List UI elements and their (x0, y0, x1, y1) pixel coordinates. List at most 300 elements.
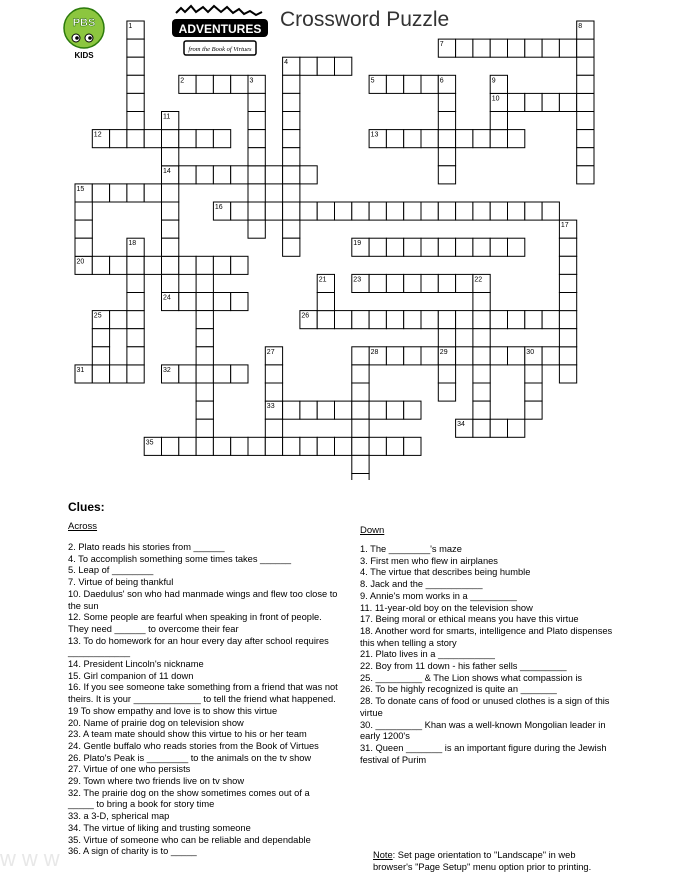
grid-cell[interactable] (196, 256, 213, 274)
grid-cell[interactable] (110, 184, 127, 202)
grid-cell[interactable] (559, 274, 576, 292)
grid-cell[interactable] (438, 274, 455, 292)
grid-cell[interactable] (283, 130, 300, 148)
grid-cell[interactable] (179, 437, 196, 455)
grid-cell[interactable] (577, 39, 594, 57)
down-clue: 1. The ________'s maze (360, 544, 462, 554)
grid-cell[interactable] (559, 311, 576, 329)
grid-cell[interactable] (127, 256, 144, 274)
cell-number: 9 (491, 77, 496, 85)
note-label: Note (373, 850, 393, 860)
grid-cell[interactable] (490, 130, 507, 148)
grid-cell[interactable] (196, 329, 213, 347)
down-heading: Down (360, 525, 385, 536)
grid-cell[interactable] (352, 365, 369, 383)
grid-cell[interactable] (127, 347, 144, 365)
grid-cell[interactable] (248, 112, 265, 130)
cell-number: 10 (491, 95, 500, 103)
grid-cell[interactable] (265, 383, 282, 401)
grid-cell[interactable] (162, 437, 179, 455)
grid-cell[interactable] (231, 437, 248, 455)
grid-cell[interactable] (317, 401, 334, 419)
grid-cell[interactable] (300, 166, 317, 184)
grid-cell[interactable] (473, 347, 490, 365)
grid-cell[interactable] (490, 238, 507, 256)
grid-cell[interactable] (110, 311, 127, 329)
grid-cell[interactable] (386, 274, 403, 292)
grid-cell[interactable] (144, 130, 161, 148)
grid-cell[interactable] (335, 57, 352, 75)
grid-cell[interactable] (162, 256, 179, 274)
cell-number: 15 (76, 185, 85, 193)
grid-cell[interactable] (508, 93, 525, 111)
grid-cell[interactable] (577, 130, 594, 148)
grid-cell[interactable] (577, 75, 594, 93)
grid-cell[interactable] (473, 383, 490, 401)
grid-cell[interactable] (404, 75, 421, 93)
cell-number: 28 (370, 348, 379, 356)
grid-cell[interactable] (127, 112, 144, 130)
grid-cell[interactable] (456, 311, 473, 329)
grid-cell[interactable] (196, 75, 213, 93)
grid-cell[interactable] (456, 274, 473, 292)
across-clue: 15. Girl companion of 11 down (68, 670, 194, 681)
grid-cell[interactable] (300, 202, 317, 220)
grid-cell[interactable] (300, 401, 317, 419)
grid-cell[interactable] (542, 311, 559, 329)
grid-cell[interactable] (490, 112, 507, 130)
grid-cell[interactable] (196, 419, 213, 437)
grid-cell[interactable] (127, 57, 144, 75)
grid-cell[interactable] (525, 93, 542, 111)
grid-cell[interactable] (421, 130, 438, 148)
pbs-logo-text: PBS (72, 17, 96, 29)
grid-cell[interactable] (75, 202, 92, 220)
grid-cell[interactable] (300, 57, 317, 75)
grid-cell[interactable] (231, 166, 248, 184)
across-clue: 19 To show empathy and love is to show this virtue (68, 705, 278, 716)
grid-cell[interactable] (248, 166, 265, 184)
across-clue: 36. A sign of charity is to _____ (68, 846, 197, 857)
grid-cell[interactable] (213, 75, 230, 93)
grid-cell[interactable] (213, 293, 230, 311)
grid-cell[interactable] (179, 365, 196, 383)
adventures-logo (170, 3, 270, 63)
cell-number: 33 (266, 403, 275, 411)
across-clue: 4. To accomplish something some times takes ______ (68, 553, 292, 564)
grid-cell[interactable] (335, 401, 352, 419)
grid-cell[interactable] (352, 419, 369, 437)
grid-cell[interactable] (369, 238, 386, 256)
grid-cell[interactable] (386, 437, 403, 455)
grid-cell[interactable] (473, 329, 490, 347)
grid-cell[interactable] (386, 202, 403, 220)
grid-cell[interactable] (248, 202, 265, 220)
grid-cell[interactable] (438, 148, 455, 166)
watermark: www (0, 846, 66, 871)
grid-cell[interactable] (75, 220, 92, 238)
grid-cell[interactable] (283, 220, 300, 238)
grid-cell[interactable] (248, 437, 265, 455)
grid-cell[interactable] (162, 202, 179, 220)
grid-cell[interactable] (352, 401, 369, 419)
grid-cell[interactable] (404, 437, 421, 455)
grid-cell[interactable] (404, 347, 421, 365)
across-clue: 33. a 3-D, spherical map (68, 811, 170, 822)
grid-cell[interactable] (179, 256, 196, 274)
grid-cell[interactable] (283, 93, 300, 111)
cell-number: 1 (128, 23, 133, 30)
grid-cell[interactable] (300, 437, 317, 455)
grid-cell[interactable] (559, 293, 576, 311)
grid-cell[interactable] (421, 75, 438, 93)
grid-cell[interactable] (283, 166, 300, 184)
grid-cell[interactable] (352, 474, 369, 481)
grid-cell[interactable] (559, 347, 576, 365)
grid-cell[interactable] (283, 184, 300, 202)
cell-number: 18 (128, 240, 137, 248)
grid-cell[interactable] (438, 383, 455, 401)
grid-cell[interactable] (404, 202, 421, 220)
cell-number: 2 (180, 77, 185, 85)
grid-cell[interactable] (196, 365, 213, 383)
grid-cell[interactable] (438, 238, 455, 256)
grid-cell[interactable] (265, 166, 282, 184)
grid-cell[interactable] (352, 455, 369, 473)
down-clue: 3. First men who flew in airplanes (360, 555, 498, 566)
grid-cell[interactable] (92, 256, 109, 274)
grid-cell[interactable] (386, 347, 403, 365)
down-clue: 9. Annie's mom works in a _________ (360, 590, 517, 601)
grid-cell[interactable] (196, 274, 213, 292)
grid-cell[interactable] (265, 419, 282, 437)
grid-cell[interactable] (352, 437, 369, 455)
across-clue: 20. Name of prairie dog on television show (68, 717, 244, 728)
grid-cell[interactable] (404, 130, 421, 148)
grid-cell[interactable] (196, 166, 213, 184)
grid-cell[interactable] (162, 274, 179, 292)
grid-cell[interactable] (127, 93, 144, 111)
grid-cell[interactable] (127, 75, 144, 93)
grid-cell[interactable] (144, 184, 161, 202)
grid-cell[interactable] (248, 220, 265, 238)
grid-cell[interactable] (386, 75, 403, 93)
grid-cell[interactable] (196, 311, 213, 329)
grid-cell[interactable] (525, 39, 542, 57)
grid-cell[interactable] (127, 365, 144, 383)
grid-cell[interactable] (542, 39, 559, 57)
grid-cell[interactable] (577, 57, 594, 75)
grid-cell[interactable] (369, 437, 386, 455)
grid-cell[interactable] (525, 365, 542, 383)
grid-cell[interactable] (490, 39, 507, 57)
book-of-virtues-logo-text: from the Book of Virtues (188, 46, 252, 53)
cell-number: 29 (439, 348, 448, 356)
grid-cell[interactable] (283, 401, 300, 419)
down-clue: 25. _________ & The Lion shows what compassion is (360, 672, 583, 683)
across-clue: 16. If you see someone take something from a friend that was not theirs. It is your _____________ to tell the friend what happened. (68, 682, 338, 705)
cell-number: 7 (439, 41, 444, 49)
cell-number: 32 (163, 366, 171, 374)
down-clue: 30. _________ Khan was a well-known Mongolian leader in early 1200's (360, 719, 606, 742)
across-clue: 24. Gentle buffalo who reads stories from the Book of Virtues (68, 740, 319, 751)
grid-cell[interactable] (162, 238, 179, 256)
grid-cell[interactable] (352, 383, 369, 401)
grid-cell[interactable] (490, 311, 507, 329)
grid-cell[interactable] (473, 419, 490, 437)
grid-cell[interactable] (213, 130, 230, 148)
cell-number: 25 (93, 312, 102, 320)
grid-cell[interactable] (248, 148, 265, 166)
grid-cell[interactable] (404, 401, 421, 419)
grid-cell[interactable] (231, 365, 248, 383)
grid-cell[interactable] (196, 130, 213, 148)
grid-cell[interactable] (438, 311, 455, 329)
grid-cell[interactable] (473, 238, 490, 256)
grid-cell[interactable] (421, 347, 438, 365)
grid-cell[interactable] (127, 184, 144, 202)
grid-cell[interactable] (179, 293, 196, 311)
grid-cell[interactable] (386, 401, 403, 419)
grid-cell[interactable] (213, 256, 230, 274)
grid-cell[interactable] (317, 311, 334, 329)
grid-cell[interactable] (162, 220, 179, 238)
cell-number: 35 (145, 439, 154, 447)
grid-cell[interactable] (386, 311, 403, 329)
grid-cell[interactable] (127, 39, 144, 57)
grid-cell[interactable] (508, 238, 525, 256)
grid-cell[interactable] (92, 184, 109, 202)
down-clue: 21. Plato lives in a ___________ (360, 649, 495, 660)
grid-cell[interactable] (162, 130, 179, 148)
grid-cell[interactable] (369, 274, 386, 292)
grid-cell[interactable] (144, 256, 161, 274)
grid-cell[interactable] (404, 274, 421, 292)
grid-cell[interactable] (473, 401, 490, 419)
grid-cell[interactable] (559, 256, 576, 274)
grid-cell[interactable] (508, 311, 525, 329)
grid-cell[interactable] (283, 112, 300, 130)
print-note (373, 850, 603, 873)
grid-cell[interactable] (438, 329, 455, 347)
grid-cell[interactable] (162, 148, 179, 166)
grid-cell[interactable] (213, 365, 230, 383)
grid-cell[interactable] (213, 437, 230, 455)
grid-cell[interactable] (421, 311, 438, 329)
grid-cell[interactable] (577, 148, 594, 166)
grid-cell[interactable] (213, 166, 230, 184)
grid-cell[interactable] (508, 202, 525, 220)
grid-cell[interactable] (542, 347, 559, 365)
grid-cell[interactable] (525, 202, 542, 220)
grid-cell[interactable] (317, 293, 334, 311)
grid-cell[interactable] (456, 130, 473, 148)
grid-cell[interactable] (577, 93, 594, 111)
grid-cell[interactable] (317, 202, 334, 220)
grid-cell[interactable] (369, 401, 386, 419)
grid-cell[interactable] (456, 238, 473, 256)
grid-cell[interactable] (127, 293, 144, 311)
cell-number: 30 (526, 348, 535, 356)
grid-cell[interactable] (283, 75, 300, 93)
cell-number: 12 (93, 131, 102, 139)
grid-cell[interactable] (196, 401, 213, 419)
grid-cell[interactable] (352, 202, 369, 220)
cell-number: 6 (439, 77, 444, 85)
grid-cell[interactable] (525, 311, 542, 329)
grid-cell[interactable] (577, 166, 594, 184)
cell-number: 4 (284, 59, 289, 67)
down-clue: 17. Being moral or ethical means you have this virtue (360, 614, 579, 625)
grid-cell[interactable] (110, 365, 127, 383)
grid-cell[interactable] (508, 347, 525, 365)
grid-cell[interactable] (265, 437, 282, 455)
grid-cell[interactable] (508, 130, 525, 148)
grid-cell[interactable] (508, 39, 525, 57)
grid-cell[interactable] (386, 130, 403, 148)
grid-cell[interactable] (335, 311, 352, 329)
grid-cell[interactable] (127, 130, 144, 148)
grid-cell[interactable] (110, 256, 127, 274)
grid-cell[interactable] (92, 365, 109, 383)
across-clue-list (68, 542, 338, 858)
grid-cell[interactable] (248, 184, 265, 202)
grid-cell[interactable] (265, 365, 282, 383)
grid-cell[interactable] (559, 93, 576, 111)
cell-number: 16 (214, 204, 223, 211)
grid-cell[interactable] (283, 238, 300, 256)
grid-cell[interactable] (196, 383, 213, 401)
grid-cell[interactable] (559, 39, 576, 57)
grid-cell[interactable] (231, 293, 248, 311)
grid-cell[interactable] (438, 166, 455, 184)
grid-cell[interactable] (438, 202, 455, 220)
grid-cell[interactable] (283, 437, 300, 455)
grid-cell[interactable] (283, 202, 300, 220)
grid-cell[interactable] (473, 365, 490, 383)
grid-cell[interactable] (490, 419, 507, 437)
grid-cell[interactable] (317, 57, 334, 75)
note-text: : Set page orientation to "Landscape" in web browser's "Page Setup" menu option prior to printing. (373, 850, 592, 872)
grid-cell[interactable] (127, 274, 144, 292)
grid-cell[interactable] (438, 130, 455, 148)
grid-cell[interactable] (283, 148, 300, 166)
cell-number: 21 (318, 276, 327, 284)
grid-cell[interactable] (490, 347, 507, 365)
down-clue-list (360, 544, 615, 766)
grid-cell[interactable] (335, 437, 352, 455)
across-clue: 27. Virtue of one who persists (68, 764, 191, 775)
across-clue: 23. A team mate should show this virtue to his or her team (68, 729, 307, 740)
across-clue: 35. Virtue of someone who can be reliable and dependable (68, 834, 311, 845)
grid-cell[interactable] (369, 311, 386, 329)
grid-cell[interactable] (231, 75, 248, 93)
down-clue: 22. Boy from 11 down - his father sells _________ (360, 661, 567, 672)
across-clue: 13. To do homework for an hour every day after school requires ____________ (68, 635, 329, 658)
grid-cell[interactable] (438, 93, 455, 111)
grid-cell[interactable] (231, 256, 248, 274)
across-clue: 7. Virtue of being thankful (68, 577, 174, 588)
grid-cell[interactable] (179, 130, 196, 148)
cell-number: 3 (249, 77, 254, 85)
grid-cell[interactable] (438, 112, 455, 130)
cell-number: 34 (457, 421, 465, 429)
grid-cell[interactable] (473, 202, 490, 220)
grid-cell[interactable] (127, 329, 144, 347)
cell-number: 8 (578, 23, 583, 30)
grid-cell[interactable] (421, 238, 438, 256)
grid-cell[interactable] (577, 112, 594, 130)
grid-cell[interactable] (473, 293, 490, 311)
grid-cell[interactable] (542, 93, 559, 111)
grid-cell[interactable] (248, 130, 265, 148)
grid-cell[interactable] (162, 184, 179, 202)
grid-cell[interactable] (110, 130, 127, 148)
grid-cell[interactable] (386, 238, 403, 256)
grid-cell[interactable] (456, 39, 473, 57)
cell-number: 26 (301, 312, 310, 320)
grid-cell[interactable] (231, 202, 248, 220)
grid-cell[interactable] (438, 365, 455, 383)
grid-cell[interactable] (559, 365, 576, 383)
cell-number: 14 (163, 167, 171, 175)
grid-cell[interactable] (196, 347, 213, 365)
grid-cell[interactable] (352, 311, 369, 329)
grid-cell[interactable] (456, 347, 473, 365)
grid-cell[interactable] (317, 437, 334, 455)
cell-number: 13 (370, 131, 379, 139)
grid-cell[interactable] (196, 293, 213, 311)
grid-cell[interactable] (404, 238, 421, 256)
grid-cell[interactable] (369, 202, 386, 220)
down-clue: 31. Queen _______ is an important figure during the Jewish festival of Purim (360, 742, 607, 765)
grid-cell[interactable] (352, 347, 369, 365)
clues-heading: Clues: (68, 500, 105, 514)
cell-number: 17 (560, 222, 569, 230)
grid-cell[interactable] (525, 401, 542, 419)
across-clue: 14. President Lincoln's nickname (68, 659, 204, 670)
grid-cell[interactable] (179, 166, 196, 184)
grid-cell[interactable] (559, 238, 576, 256)
down-clue: 28. To donate cans of food or unused clothes is a sign of this virtue (360, 696, 610, 718)
adventures-logo-text: ADVENTURES (178, 22, 262, 36)
grid-cell[interactable] (404, 311, 421, 329)
grid-cell[interactable] (75, 238, 92, 256)
grid-cell[interactable] (421, 274, 438, 292)
grid-cell[interactable] (127, 311, 144, 329)
grid-cell[interactable] (473, 311, 490, 329)
across-heading: Across (68, 521, 98, 532)
grid-cell[interactable] (196, 437, 213, 455)
grid-cell[interactable] (542, 202, 559, 220)
grid-cell[interactable] (508, 419, 525, 437)
grid-cell[interactable] (473, 130, 490, 148)
grid-cell[interactable] (92, 347, 109, 365)
grid-cell[interactable] (473, 39, 490, 57)
grid-cell[interactable] (248, 93, 265, 111)
grid-cell[interactable] (92, 329, 109, 347)
grid-cell[interactable] (490, 202, 507, 220)
grid-cell[interactable] (421, 202, 438, 220)
grid-cell[interactable] (265, 202, 282, 220)
grid-cell[interactable] (559, 329, 576, 347)
grid-cell[interactable] (525, 383, 542, 401)
grid-cell[interactable] (456, 202, 473, 220)
down-clue: 11. 11-year-old boy on the television show (360, 602, 533, 613)
down-clue: 26. To be highly recognized is quite an _______ (360, 684, 557, 695)
down-clue: 18. Another word for smarts, intelligence and Plato dispenses this when telling a story (360, 625, 613, 648)
grid-cell[interactable] (335, 202, 352, 220)
